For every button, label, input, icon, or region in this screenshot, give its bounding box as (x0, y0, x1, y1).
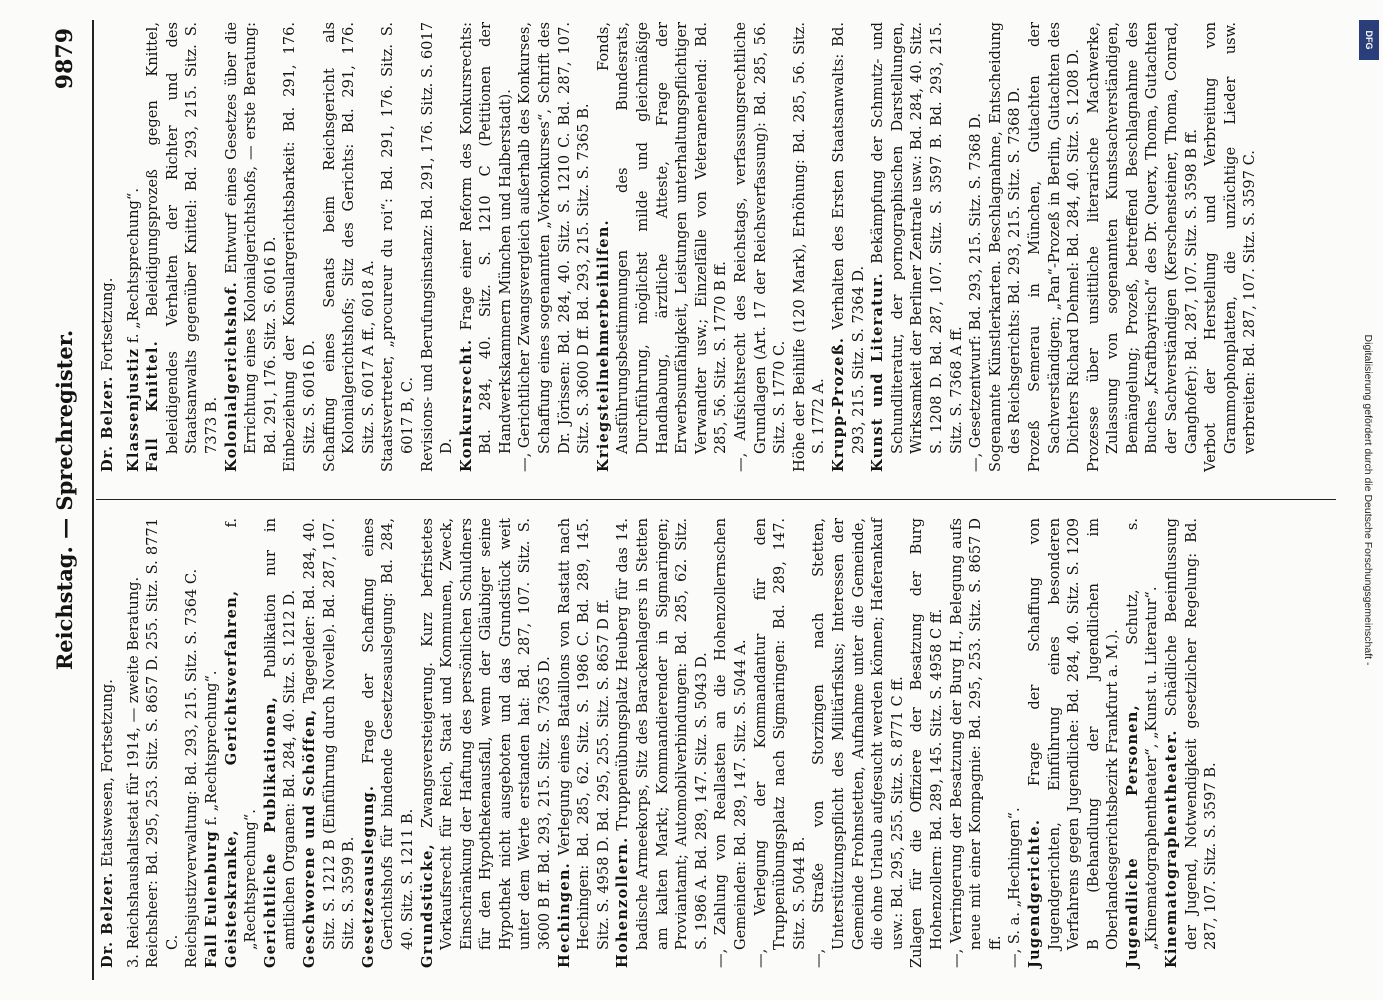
entry-keyword: Geisteskranke, Gerichtsverfahren, (222, 589, 240, 968)
topic-label: Etatswesen, Fortsetzung. (99, 679, 116, 868)
entry-text: Bekämpfung der Schmutz- und Schundliteratur, der pornographischen Darstellungen, Wirksamkeit der Berliner Zentrale usw.: Bd. 284, 40. Sitz. S. 1208 D. Bd. 287, 107. Sitz. S. 3597 B. Bd. 293, 215. Sitz. S. 7368 A ff. (869, 22, 965, 454)
entry-keyword: Gerichtliche Publikationen, (261, 696, 279, 968)
entry-keyword: Fall Knittel. (144, 340, 162, 472)
register-entry (613, 518, 711, 968)
column-divider (96, 499, 1336, 500)
register-entry (1201, 22, 1260, 472)
register-entry (1025, 22, 1084, 472)
register-entry (222, 22, 281, 472)
register-entry (418, 22, 457, 472)
register-entry (986, 22, 1025, 472)
register-entry (378, 22, 417, 472)
entry-text: Einbeziehung der Konsulargerichtsbarkeit: Bd. 291, 176. Sitz. S. 6016 D. (281, 22, 318, 472)
register-entry (124, 22, 144, 472)
register-entry (947, 518, 1006, 968)
register-entry (202, 518, 222, 968)
entry-keyword: Grundstücke, (418, 843, 436, 968)
register-entry (594, 22, 731, 472)
page-number: 9879 (52, 28, 78, 90)
entry-text: —, Zahlung von Reallasten an die Hohenzollernschen Gemeinden: Bd. 289, 147. Sitz. S. 5044 A. (712, 518, 749, 968)
entry-keyword: Jugendliche Personen, (1123, 704, 1141, 968)
register-entry (751, 518, 810, 968)
entry-text: Schädliche Beeinflussung der Jugend, Notwendigkeit gesetzlicher Regelung: Bd. 287, 107. Sitz. S. 3597 B. (1163, 518, 1220, 950)
right-column (98, 22, 1260, 472)
entry-text: Truppenübungsplatz Heuberg für das 14. badische Armeekorps, Sitz des Barackenlagers in Stetten am kalten Markt; Kommandierender in Sigmaringen; Proviantamt; Automobilverbindungen: Bd. 285, 62. Sitz. S. 1986 A. Bd. 289, 147. Sitz. S. 5043 D. (614, 518, 710, 950)
register-entry (300, 518, 359, 968)
entry-text: Publikation nur in amtlichen Organen: Bd. 284, 40. Sitz. S. 1212 D. (261, 517, 299, 950)
header-rule (92, 20, 94, 980)
left-entries (124, 518, 1221, 968)
register-entry (457, 22, 516, 472)
entry-text: Frage der Schaffung von Jugendgerichten, Einführung eines besonderen Verfahrens gegen Jugendliche: Bd. 284, 40. Sitz. S. 1209 B (Behandlung der Jugendlichen im Oberlandesgerichtsbezirk Frankfurt a. M.). (1025, 518, 1122, 950)
entry-text: —, Verlegung der Kommandantur für den Truppenübungsplatz nach Sigmaringen: Bd. 289, 147. Sitz. S. 5044 B. (751, 518, 808, 968)
entry-text: Frage einer Reform des Konkursrechts: Bd. 284, 40. Sitz. S. 1210 C (Petitionen der Handwerkskammern München und Halberstadt). (457, 22, 514, 454)
entry-keyword: Kunst und Literatur. (869, 272, 887, 472)
register-entry (1084, 22, 1202, 472)
register-entry (1025, 518, 1123, 968)
register-entry (1005, 518, 1025, 968)
register-entry (790, 22, 829, 472)
funding-note: Digitalisierung gefördert durch die Deutsche Forschungsgemeinschaft - (1362, 334, 1374, 666)
right-entries (124, 22, 1260, 472)
entry-text: f. „Rechtsprechung“. (202, 670, 220, 826)
entry-text: Prozesse über unsittliche literarische Machwerke, Zulassung von sogenannten Kunstsachverständigen, Bemängelung; Prozeß, betreffend Beschlagnahme des Buches „Kraftbayrisch“ des Dr. Querx, Thoma, Gutachten der Sachverständigen (Kerschensteiner, Thoma, Conrad, Ganghofer): Bd. 287, 107. Sitz. S. 3598 B ff. (1084, 22, 1200, 472)
entry-text: —, Verringerung der Besatzung der Burg H., Belegung aufs neue mit einer Kompagnie: Bd. 295, 253. Sitz. S. 8657 D ff. (947, 518, 1004, 968)
entry-keyword: Konkursrecht. (457, 338, 475, 472)
entry-text: Entwurf eines Gesetzes über die Errichtung eines Kolonialgerichtshofs, — erste Beratung: Bd. 291, 176. Sitz. S. 6016 D. (222, 21, 279, 454)
register-entry (515, 22, 593, 472)
register-entry (280, 22, 319, 472)
register-entry (809, 518, 907, 968)
entry-text: Höhe der Beihilfe (120 Mark), Erhöhung: Bd. 285, 56. Sitz. S. 1772 A. (790, 22, 828, 472)
entry-text: —, Aufsichtsrecht des Reichstags, verfassungsrechtliche Grundlagen (Art. 17 der Reichsverfassung): Bd. 285, 56. Sitz. S. 1770 C. (732, 22, 789, 472)
register-entry (143, 22, 221, 472)
entry-text: Fonds, Ausführungsbestimmungen des Bundesrats, Durchführung, möglichst milde und gleichmäßige Handhabung, ärztliche Atteste, Frage der Erwerbsunfähigkeit, Leistungen unterhaltungspflichtiger Verwandter usw.; Einzelfälle von Veteranenelend: Bd. 285, 56. Sitz. S. 1770 B ff. (594, 22, 730, 454)
entry-text: Revisions- und Berufungsinstanz: Bd. 291, 176. Sitz. S. 6017 D. (418, 22, 456, 472)
entry-text: Sogenannte Künstlerkarten. Beschlagnahme, Entscheidung des Reichsgerichts: Bd. 293, 215. Sitz. S. 7368 D. (986, 22, 1024, 472)
register-entry (124, 518, 144, 968)
entry-text: Schaffung eines Senats beim Reichsgericht als Kolonialgerichtshofs; Sitz des Gerichts: Bd. 291, 176. Sitz. S. 6017 A ff., 6018 A. (320, 22, 377, 472)
register-entry (829, 22, 868, 472)
entry-keyword: Geschworene und Schöffen, (300, 708, 318, 968)
entry-keyword: Kolonialgerichtshof. (222, 281, 240, 472)
entry-keyword: Hechingen. (555, 862, 573, 968)
register-entry (907, 518, 946, 968)
entry-keyword: Hohenzollern. (614, 836, 632, 968)
register-entry (143, 518, 182, 968)
register-entry (731, 22, 790, 472)
running-title: Reichstag. — Sprechregister. (52, 329, 77, 671)
register-entry (1162, 518, 1221, 968)
page-header (52, 20, 92, 980)
entry-text: Staatsvertreter, „procureur du roi“: Bd. 291, 176. Sitz. S. 6017 B, C. (379, 22, 416, 472)
entry-text: Verbot der Herstellung und Verbreitung von Grammophonplatten, die unzüchtige Lieder usw. verbreiten: Bd. 287, 107. Sitz. S. 3597 C. (1202, 22, 1259, 472)
entry-text: Verlegung eines Bataillons von Rastatt nach Hechingen: Bd. 285, 62. Sitz. S. 1986 C. Bd. 289, 145. Sitz. S. 4958 D. Bd. 295, 255. Sitz. S. 8657 D ff. (555, 518, 612, 950)
register-entry (711, 518, 750, 968)
entry-text: Reichsjustizverwaltung: Bd. 293, 215. Sitz. S. 7364 C. (183, 568, 201, 968)
left-column-head (98, 518, 118, 968)
entry-text: Zulagen für die Offiziere der Besatzung der Burg Hohenzollern: Bd. 289, 145. Sitz. S. 4958 C ff. (908, 518, 945, 968)
entry-keyword: Jugendgerichte. (1025, 818, 1043, 968)
register-entry (966, 22, 986, 472)
speaker-name: Dr. Belzer. (99, 871, 116, 968)
register-entry (182, 518, 202, 968)
register-entry (418, 518, 555, 968)
register-entry (555, 518, 614, 968)
entry-text: f. „Rechtsprechung“. (222, 518, 260, 950)
dfg-logo: DFG (1359, 20, 1379, 60)
entry-text: Frage der Schaffung eines Gerichtshofs für bindende Gesetzesauslegung: Bd. 284, 40. Sitz. S. 1211 B. (359, 517, 416, 950)
left-column (98, 518, 1221, 968)
entry-text: —, Gesetzentwurf: Bd. 293, 215. Sitz. S. 7368 D. (967, 112, 985, 472)
entry-keyword: Kriegsteilnehmerbeihilfen. (594, 219, 612, 472)
entry-keyword: Fall Eulenburg (202, 830, 220, 968)
entry-text: Beleidigungsprozeß gegen Knittel, beleidigendes Verhalten der Richter und des Staatsanwalts gegenüber Knittel: Bd. 293, 215. Sitz. S. 7373 B. (144, 22, 220, 454)
entry-text: Reichsheer: Bd. 295, 253. Sitz. S. 8657 D. 255. Sitz. S. 8771 C. (144, 518, 181, 968)
entry-text: f. „Rechtsprechung“. (124, 188, 142, 344)
entry-text: Zwangsversteigerung. Kurz befristetes Vorkaufsrecht für Reich, Staat und Kommunen, Zweck, Einschränkung der Haftung des persönlichen Schuldners für den Hypothekenausfall, wenn der Gläubiger seine Hypothek nicht ausgeboten und das Grundstück weit unter dem Werte erstanden hat: Bd. 287, 107. Sitz. S. 3600 B ff. Bd. 293, 215. Sitz. S. 7365 D. (418, 518, 554, 950)
entry-text: Verhalten des Ersten Staatsanwalts: Bd. 293, 215. Sitz. S. 7364 D. (829, 22, 867, 454)
entry-text: —, Gerichtlicher Zwangsvergleich außerhalb des Konkurses, Schaffung eines sogenannten „Vorkonkurses“, Schrift des Dr. Jörissen: Bd. 284, 40. Sitz. S. 1210 C. Bd. 287, 107. Sitz. S. 3600 D ff. Bd. 293, 215. Sitz. S. 7365 B. (516, 22, 593, 472)
entry-keyword: Gesetzesauslegung. (359, 784, 377, 968)
register-entry (1123, 518, 1162, 968)
entry-keyword: Klassenjustiz (124, 347, 142, 472)
topic-label: Fortsetzung. (99, 277, 116, 372)
register-entry (320, 22, 379, 472)
entry-text: Prozeß Semerau in München, Gutachten der Sachverständigen; „Pan“-Prozeß in Berlin, Gutachten des Dichters Richard Dehmel: Bd. 284, 40. Sitz. S. 1208 D. (1025, 22, 1083, 472)
entry-text: —, Straße von Storzingen nach Stetten, Unterstützungspflicht des Militärfiskus; Interessen der Gemeinde Frohnstetten, Aufnahme unter die Gemeinde, die ohne Urlaub aufgesucht werden können; Haferankauf usw.: Bd. 295, 255. Sitz. S. 8771 C ff. (810, 518, 906, 968)
register-entry (359, 518, 418, 968)
entry-text: Schutz, s. „Kinematographentheater“, „Kunst u. Literatur“. (1123, 517, 1161, 950)
right-column-head (98, 22, 118, 472)
entry-keyword: Kinematographentheater. (1163, 729, 1181, 968)
register-entry (868, 22, 966, 472)
speaker-name: Dr. Belzer. (99, 375, 116, 472)
register-entry (261, 518, 300, 968)
entry-keyword: Krupp-Prozeß. (829, 336, 847, 472)
digitization-note (1357, 20, 1379, 980)
register-entry (222, 518, 261, 968)
entry-text: —, S. a. „Hechingen“. (1006, 807, 1024, 968)
entry-text: Tagegelder: Bd. 284, 40. Sitz. S. 1212 B (Einführung durch Novelle). Bd. 287, 107. Sitz. S. 3599 B. (300, 518, 358, 950)
entry-text: 3. Reichshaushaltsetat für 1914, — zweite Beratung. (124, 576, 142, 968)
